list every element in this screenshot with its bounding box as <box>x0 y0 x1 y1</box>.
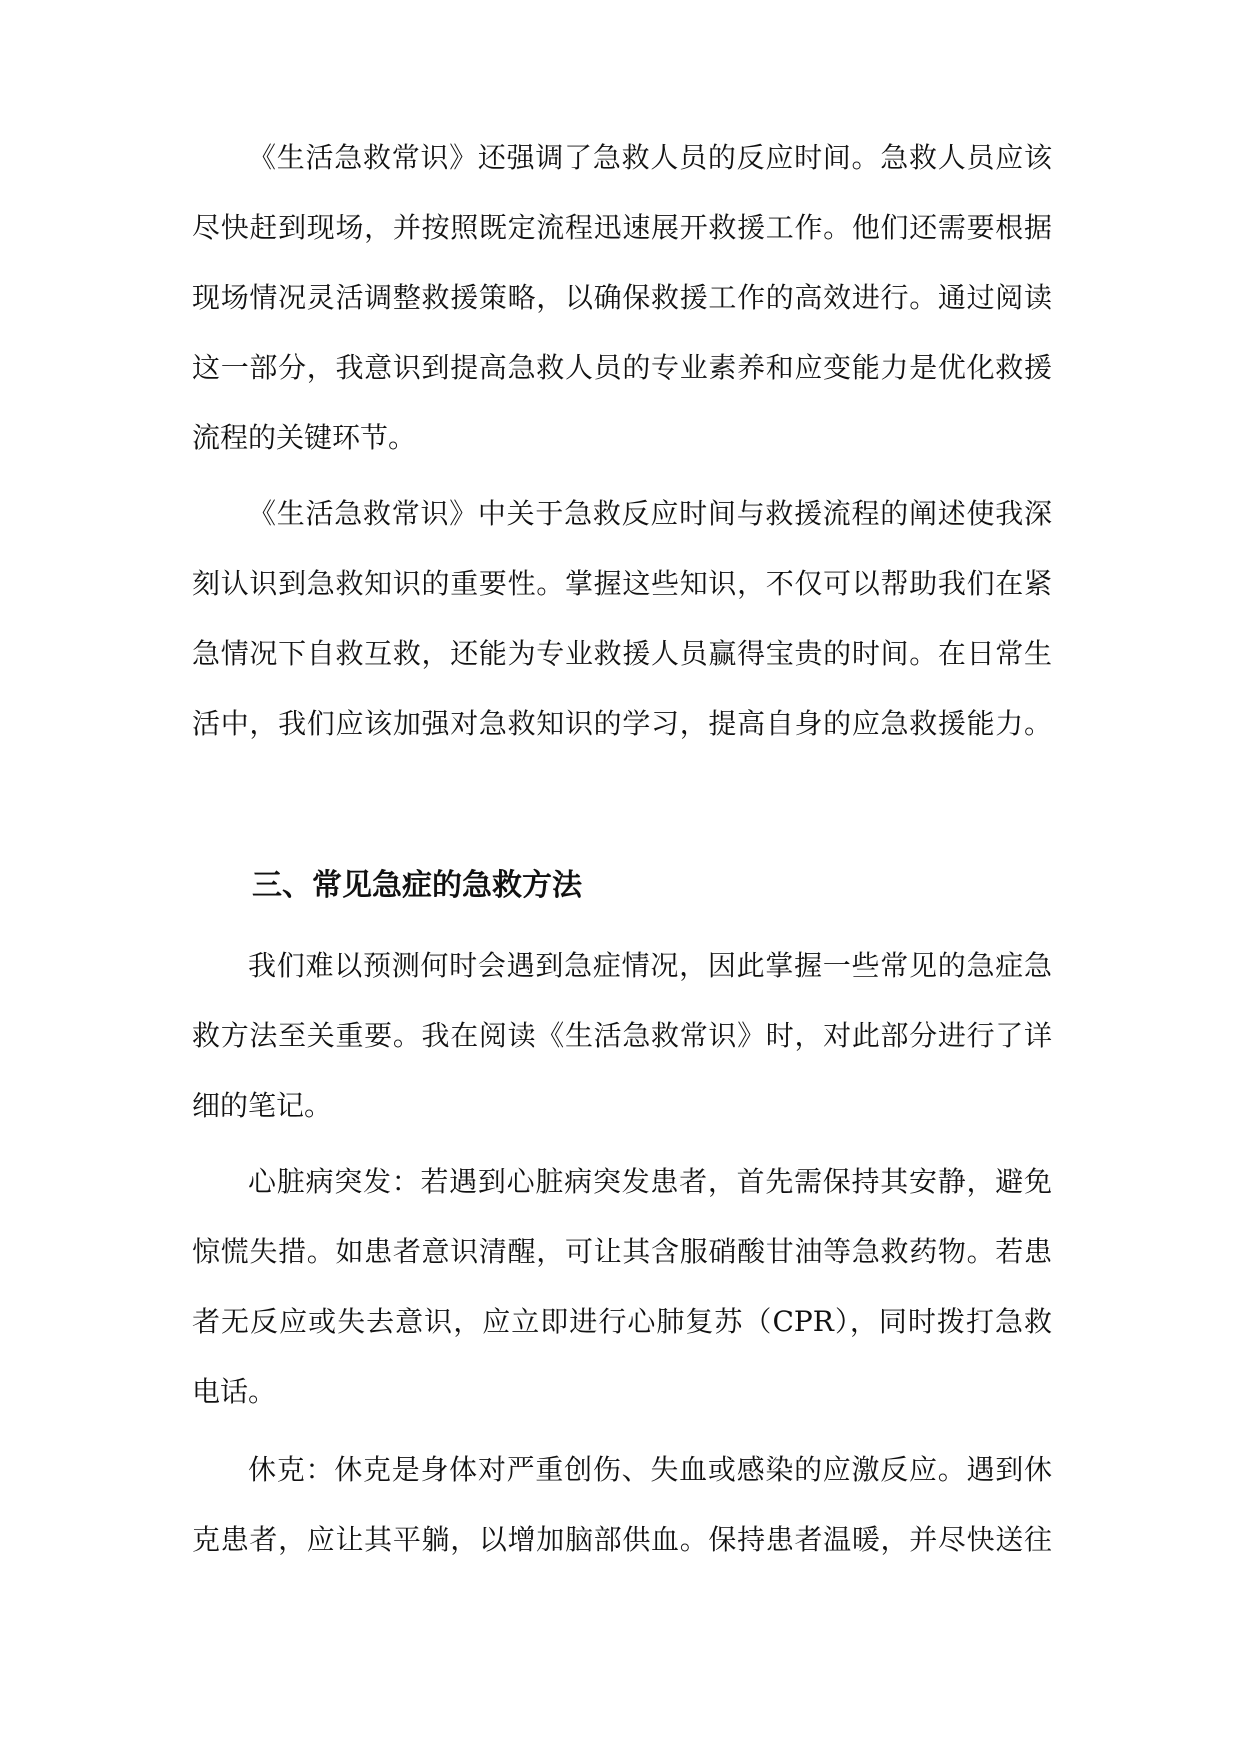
section-paragraph-2-line-2: 惊慌失措。如患者意识清醒，可让其含服硝酸甘油等急救药物。若患 <box>192 1235 1052 1268</box>
section-paragraph-2-line-4: 电话。 <box>192 1375 277 1408</box>
paragraph-2-line-2: 刻认识到急救知识的重要性。掌握这些知识，不仅可以帮助我们在紧 <box>192 567 1052 600</box>
paragraph-2-line-4: 活中，我们应该加强对急救知识的学习，提高自身的应急救援能力。 <box>192 707 1052 740</box>
section-heading: 三、常见急症的急救方法 <box>252 868 582 903</box>
paragraph-1-line-3: 现场情况灵活调整救援策略，以确保救援工作的高效进行。通过阅读 <box>192 281 1052 314</box>
paragraph-2-line-3: 急情况下自救互救，还能为专业救援人员赢得宝贵的时间。在日常生 <box>192 637 1052 670</box>
paragraph-2-line-1: 《生活急救常识》中关于急救反应时间与救援流程的阐述使我深 <box>248 497 1052 530</box>
section-paragraph-1-line-2: 救方法至关重要。我在阅读《生活急救常识》时，对此部分进行了详 <box>192 1019 1052 1052</box>
section-paragraph-2-line-3: 者无反应或失去意识，应立即进行心肺复苏（CPR），同时拨打急救 <box>192 1305 1052 1338</box>
paragraph-1-line-1: 《生活急救常识》还强调了急救人员的反应时间。急救人员应该 <box>248 141 1052 174</box>
section-paragraph-1-line-1: 我们难以预测何时会遇到急症情况，因此掌握一些常见的急症急 <box>248 949 1052 982</box>
paragraph-1-line-5: 流程的关键环节。 <box>192 421 417 454</box>
section-paragraph-3-line-1: 休克：休克是身体对严重创伤、失血或感染的应激反应。遇到休 <box>248 1453 1052 1486</box>
paragraph-1-line-2: 尽快赶到现场，并按照既定流程迅速展开救援工作。他们还需要根据 <box>192 211 1052 244</box>
paragraph-1-line-4: 这一部分，我意识到提高急救人员的专业素养和应变能力是优化救援 <box>192 351 1052 384</box>
section-paragraph-2-line-1: 心脏病突发：若遇到心脏病突发患者，首先需保持其安静，避免 <box>248 1165 1052 1198</box>
section-paragraph-3-line-2: 克患者，应让其平躺，以增加脑部供血。保持患者温暖，并尽快送往 <box>192 1523 1052 1556</box>
section-paragraph-1-line-3: 细的笔记。 <box>192 1089 333 1122</box>
